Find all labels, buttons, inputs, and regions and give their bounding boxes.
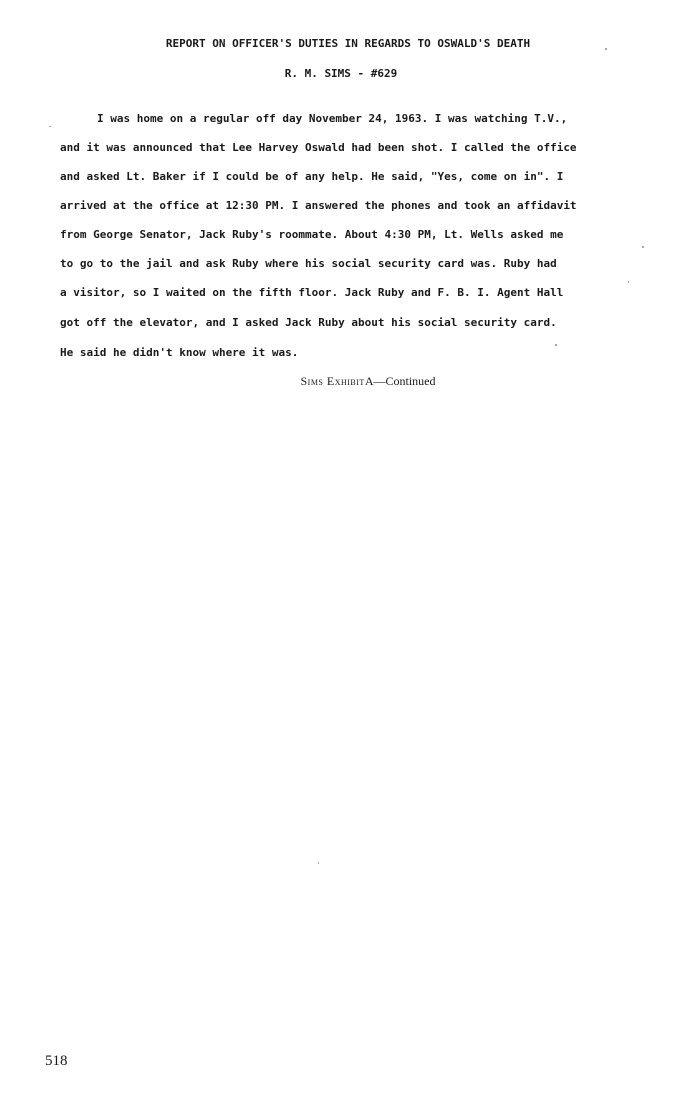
body-line-7: a visitor, so I waited on the fifth floor. Jack Ruby and F. B. I. Agent Hall (60, 286, 564, 299)
scan-speck (642, 246, 644, 248)
body-line-3: and asked Lt. Baker if I could be of any help. He said, "Yes, come on in". I (60, 170, 564, 183)
body-line-1: I was home on a regular off day November 24, 1963. I was watching T.V., (97, 112, 568, 125)
exhibit-caption (0, 374, 688, 389)
page-number: 518 (45, 1053, 68, 1069)
report-title: REPORT ON OFFICER'S DUTIES IN REGARDS TO OSWALD'S DEATH (165, 37, 531, 50)
scan-speck (49, 126, 51, 127)
exhibit-caption-suffix: A—Continued (364, 374, 436, 388)
scan-speck (628, 281, 629, 283)
scan-speck (605, 48, 607, 50)
body-line-5: from George Senator, Jack Ruby's roommate. About 4:30 PM, Lt. Wells asked me (60, 228, 564, 241)
body-line-6: to go to the jail and ask Ruby where his social security card was. Ruby had (60, 257, 557, 270)
body-line-4: arrived at the office at 12:30 PM. I answered the phones and took an affidavit (60, 199, 577, 212)
report-author: R. M. SIMS - #629 (284, 67, 398, 80)
scan-speck (318, 862, 319, 864)
scan-speck (555, 344, 557, 346)
exhibit-caption-name: Sims Exhibit (300, 374, 365, 388)
body-line-8: got off the elevator, and I asked Jack Ruby about his social security card. (60, 316, 557, 329)
body-line-9: He said he didn't know where it was. (60, 346, 299, 359)
body-line-2: and it was announced that Lee Harvey Oswald had been shot. I called the office (60, 141, 577, 154)
